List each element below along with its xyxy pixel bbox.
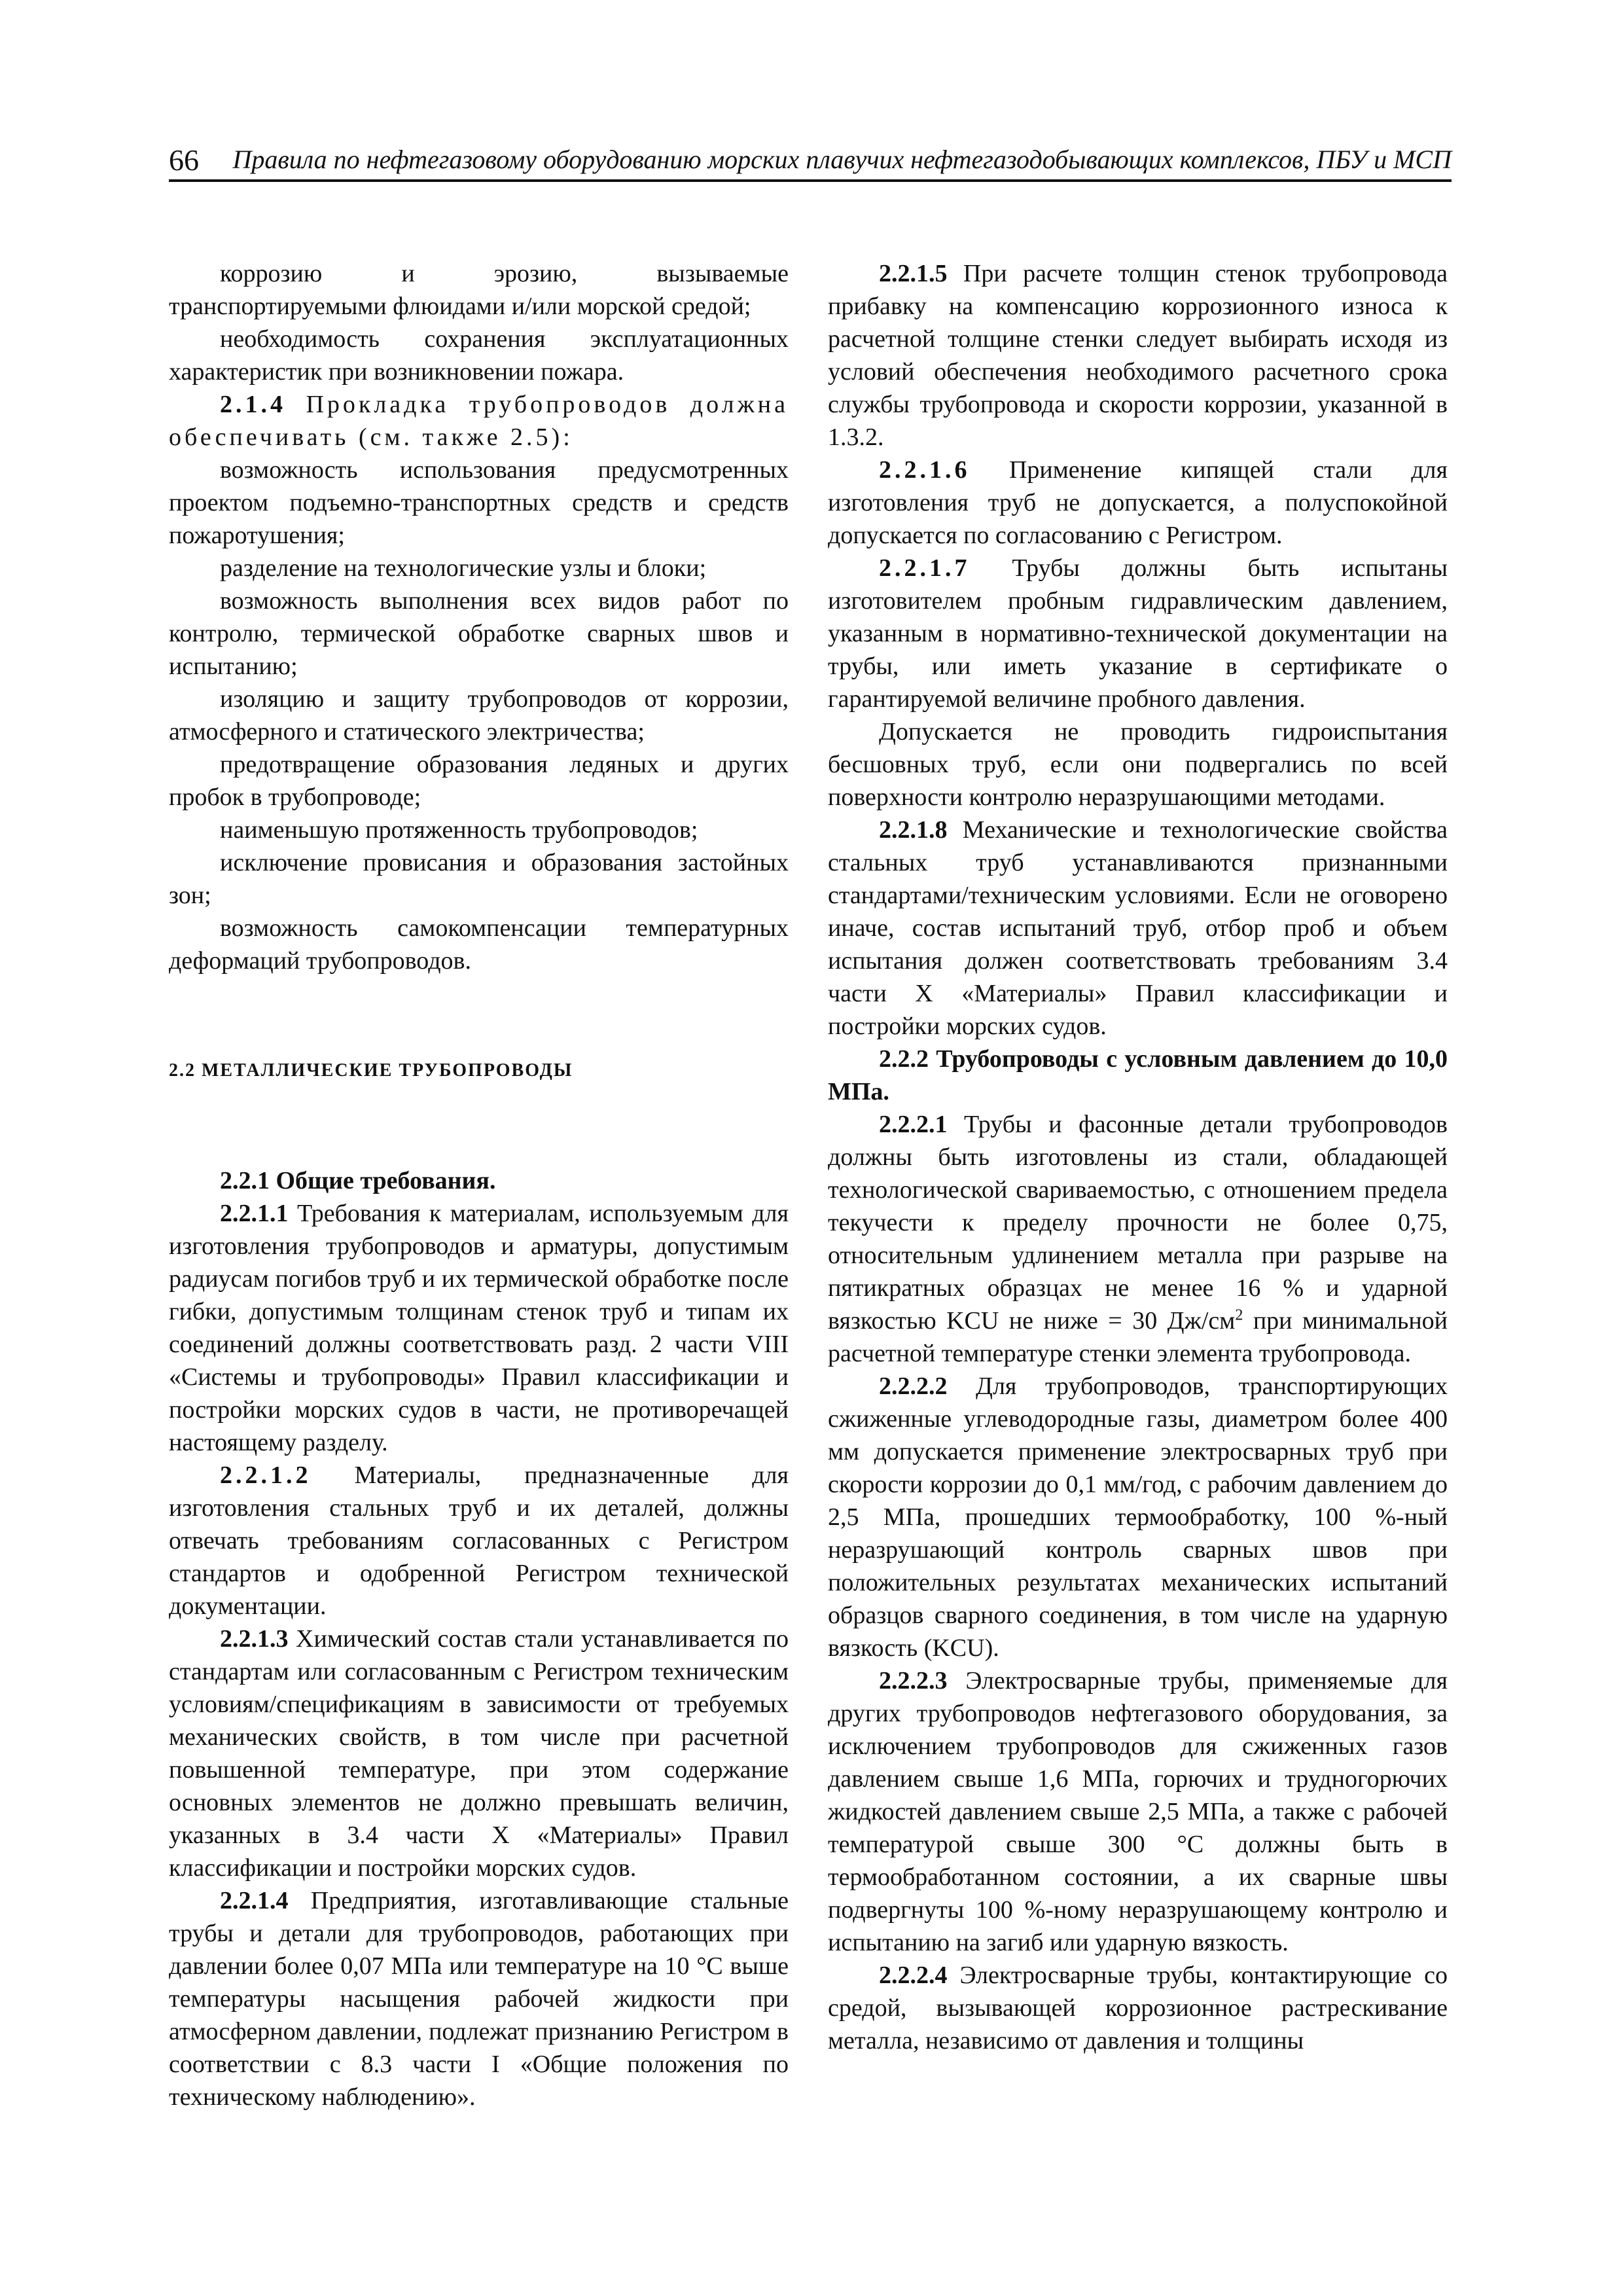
left-column: [169, 257, 789, 2113]
list-item: предотвращение образования ледяных и других пробок в трубопроводе;: [169, 751, 789, 811]
clause-2-2-2-1: [828, 1108, 1448, 1370]
clause-number: 2.2.1.2: [220, 1462, 312, 1489]
clause-2-2-2-2: [828, 1370, 1448, 1664]
superscript: 2: [1235, 1306, 1243, 1324]
clause-text: Трубы и фасонные детали трубопроводов должны быть изготовлены из стали, обладающей технологической свариваемостью, с отношением предела текучести к пределу прочности не более 0,75, относительным удлинением металла при разрыве на пятикратных образцах не менее 16 % и ударной вязкостью KCU не ниже = 30 Дж/см: [828, 1111, 1448, 1335]
clause-text: Материалы, предназначенные для изготовления стальных труб и их деталей, должны отвечать требованиям согласованных с Регистром стандартов и одобренной Регистром технической документации.: [169, 1462, 789, 1620]
clause-number: 2.2.1.3: [220, 1625, 289, 1653]
clause-number: 2.2.2.3: [879, 1667, 948, 1695]
clause-text: Электросварные трубы, контактирующие со средой, вызывающей коррозионное растрескивание металла, независимо от давления и толщины: [828, 1962, 1448, 2054]
clause-text: Прокладка трубопроводов должна обеспечивать (см. также 2.5):: [169, 391, 789, 451]
clause-text: Трубы должны быть испытаны изготовителем пробным гидравлическим давлением, указанным в нормативно-технической документации на трубы, или иметь указание в сертификате о гарантируемой величине пробного давления.: [828, 554, 1448, 713]
list-item: наименьшую протяженность трубопроводов;: [220, 816, 698, 844]
clause-text: Электросварные трубы, применяемые для других трубопроводов нефтегазового оборудования, за исключением трубопроводов для сжиженных газов давлением свыше 1,6 МПа, горючих и трудногорючих жидкостей давлением свыше 2,5 МПа, а также с рабочей температурой свыше 300 °С должны быть в термообработанном состоянии, а их сварные швы подвергнуты 100 %-ному неразрушающему контролю и испытанию на загиб или ударную вязкость.: [828, 1667, 1448, 1956]
list-item: возможность использования предусмотренных проектом подъемно-транспортных средств и средств пожаротушения;: [169, 456, 789, 549]
clause-number: 2.2.1.5: [879, 260, 948, 287]
clause-2-1-4: [169, 388, 789, 454]
clause-number: 2.2.1.4: [220, 1887, 289, 1914]
list-item: исключение провисания и образования застойных зон;: [169, 849, 789, 909]
clause-text: Механические и технологические свойства стальных труб устанавливаются признанными стандартами/техническим условиями. Если не оговорено иначе, состав испытаний труб, отбор проб и объем испытания должен соответствовать требованиям 3.4 части X «Материалы» Правил классификации и постройки морских судов.: [828, 816, 1448, 1040]
clause-2-2-1-6: [828, 454, 1448, 552]
page-number: 66: [169, 143, 199, 177]
list-item: возможность выполнения всех видов работ по контролю, термической обработке сварных швов и испытанию;: [169, 587, 789, 680]
section-title: 2.2 МЕТАЛЛИЧЕСКИЕ ТРУБОПРОВОДЫ: [169, 1060, 573, 1081]
clause-2-2-2-3: [828, 1664, 1448, 1959]
clause-text: Для трубопроводов, транспортирующих сжиженные углеводородные газы, диаметром более 400 мм допускается применение электросварных труб при скорости коррозии до 0,1 мм/год, с рабочим давлением до 2,5 МПа, прошедших термообработку, 100 %-ный неразрушающий контроль сварных швов при положительных результатах механических испытаний образцов сварного соединения, в том числе на ударную вязкость (KCU).: [828, 1372, 1448, 1662]
subsection-heading: 2.2.2 Трубопроводы с условным давлением до 10,0 МПа.: [828, 1045, 1448, 1105]
clause-number: 2.1.4: [220, 391, 286, 418]
clause-text: Предприятия, изготавливающие стальные трубы и детали для трубопроводов, работающих при давлении более 0,07 МПа или температуре на 10 °С выше температуры насыщения рабочей жидкости при атмосферном давлении, подлежат признанию Регистром в соответствии с 8.3 части I «Общие положения по техническому наблюдению».: [169, 1887, 789, 2111]
clause-2-2-1-5: [828, 257, 1448, 454]
clause-text: При расчете толщин стенок трубопровода прибавку на компенсацию коррозионного износа к расчетной толщине стенки следует выбирать исходя из условий обеспечения необходимого расчетного срока службы трубопровода и скорости коррозии, указанной в 1.3.2.: [828, 260, 1448, 451]
clause-2-2-1-7: [828, 552, 1448, 715]
clause-number: 2.2.2.2: [879, 1372, 948, 1400]
right-column: [828, 257, 1448, 2057]
list-item: разделение на технологические узлы и блоки;: [220, 554, 707, 582]
clause-number: 2.2.2.1: [879, 1111, 948, 1138]
clause-2-2-1-1: [169, 1197, 789, 1459]
subsection-heading: 2.2.1 Общие требования.: [220, 1167, 496, 1194]
page-header: [169, 143, 1452, 182]
clause-2-2-1-2: [169, 1459, 789, 1623]
clause-number: 2.2.1.7: [879, 554, 971, 582]
running-title: Правила по нефтегазовому оборудованию морских плавучих нефтегазодобывающих комплексов, ПБУ и МСП: [232, 145, 1452, 174]
clause-text: Требования к материалам, используемым для изготовления трубопроводов и арматуры, допустимым радиусам погибов труб и их термической обработке после гибки, допустимым толщинам стенок труб и типам их соединений должны соответствовать разд. 2 части VIII «Системы и трубопроводы» Правил классификации и постройки морских судов в части, не противоречащей настоящему разделу.: [169, 1200, 789, 1456]
clause-text-continued: при минимальной расчетной температуре стенки элемента трубопровода.: [828, 1307, 1448, 1367]
clause-2-2-1-8: [828, 814, 1448, 1043]
list-item: изоляцию и защиту трубопроводов от коррозии, атмосферного и статического электричества;: [169, 685, 789, 745]
clause-2-2-2-4: [828, 1959, 1448, 2057]
list-item: возможность самокомпенсации температурных деформаций трубопроводов.: [169, 914, 789, 975]
clause-text: Химический состав стали устанавливается по стандартам или согласованным с Регистром техническим условиям/спецификациям в зависимости от требуемых механических свойств, в том числе при расчетной повышенной температуре, при этом содержание основных элементов не должно превышать величин, указанных в 3.4 части X «Материалы» Правил классификации и постройки морских судов.: [169, 1625, 789, 1882]
paragraph: Допускается не проводить гидроиспытания бесшовных труб, если они подвергались по всей поверхности контролю неразрушающими методами.: [828, 718, 1448, 811]
clause-text: Применение кипящей стали для изготовления труб не допускается, а полуспокойной допускается по согласованию с Регистром.: [828, 456, 1448, 549]
clause-2-2-1-4: [169, 1884, 789, 2113]
paragraph: коррозию и эрозию, вызываемые транспортируемыми флюидами и/или морской средой;: [169, 260, 789, 320]
clause-number: 2.2.2.4: [879, 1962, 948, 1989]
paragraph: необходимость сохранения эксплуатационных характеристик при возникновении пожара.: [169, 325, 789, 386]
clause-number: 2.2.1.6: [879, 456, 971, 484]
clause-number: 2.2.1.1: [220, 1200, 289, 1227]
clause-2-2-1-3: [169, 1623, 789, 1884]
clause-number: 2.2.1.8: [879, 816, 948, 844]
